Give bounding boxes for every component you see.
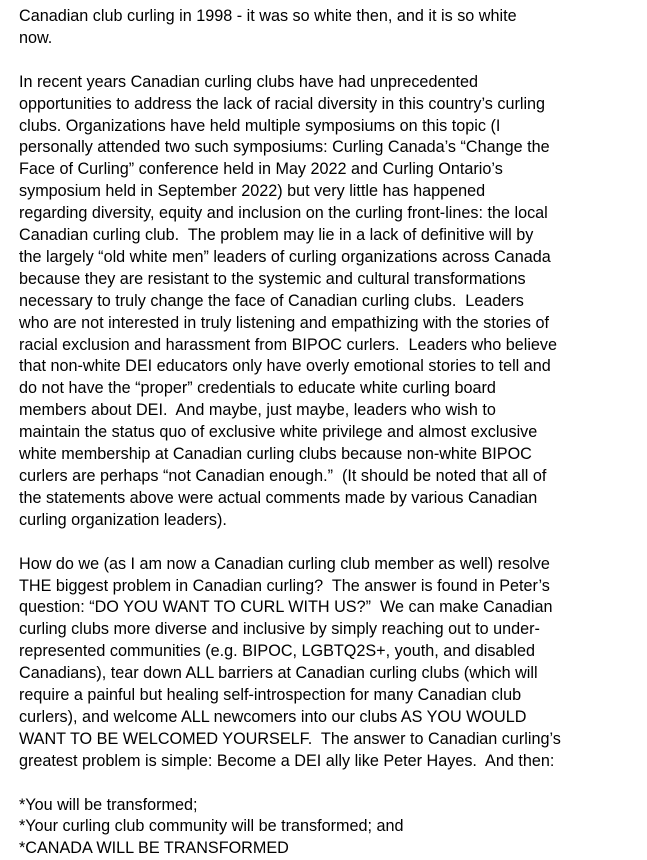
text-line: members about DEI. And maybe, just maybe, leaders who wish to xyxy=(19,401,496,420)
text-line: white membership at Canadian curling clubs because non-white BIPOC xyxy=(19,445,532,464)
text-line: because they are resistant to the systemic and cultural transformations xyxy=(19,269,526,288)
text-line: greatest problem is simple: Become a DEI ally like Peter Hayes. And then: xyxy=(19,751,555,770)
text-line: the statements above were actual comments made by various Canadian xyxy=(19,488,538,507)
text-line: curlers are perhaps “not Canadian enough.” (It should be noted that all of xyxy=(19,467,547,486)
document-page xyxy=(19,6,643,860)
text-line: symposium held in September 2022) but very little has happened xyxy=(19,182,486,201)
text-line: Face of Curling” conference held in May 2022 and Curling Ontario’s xyxy=(19,160,503,179)
text-line: who are not interested in truly listening and empathizing with the stories of xyxy=(19,313,549,332)
body-paragraph-solution xyxy=(19,554,643,773)
list-item: *Your curling club community will be transformed; and xyxy=(19,817,404,836)
text-line: How do we (as I am now a Canadian curling club member as well) resolve xyxy=(19,554,550,573)
text-line: the largely “old white men” leaders of curling organizations across Canada xyxy=(19,247,551,266)
text-line: do not have the “proper” credentials to educate white curling board xyxy=(19,379,496,398)
text-line: Canadians), tear down ALL barriers at Canadian curling clubs (which will xyxy=(19,664,538,683)
body-paragraph-leaders xyxy=(19,72,643,532)
text-line: racial exclusion and harassment from BIPOC curlers. Leaders who believe xyxy=(19,335,558,354)
text-line: curlers), and welcome ALL newcomers into our clubs AS YOU WOULD xyxy=(19,707,527,726)
text-line: maintain the status quo of exclusive white privilege and almost exclusive xyxy=(19,423,538,442)
text-line: necessary to truly change the face of Canadian curling clubs. Leaders xyxy=(19,291,524,310)
text-line: THE biggest problem in Canadian curling? The answer is found in Peter’s xyxy=(19,576,550,595)
list-item: *CANADA WILL BE TRANSFORMED xyxy=(19,839,289,858)
text-line: represented communities (e.g. BIPOC, LGBTQ2S+, youth, and disabled xyxy=(19,642,536,661)
list-item: *You will be transformed; xyxy=(19,795,198,814)
text-line: curling organization leaders). xyxy=(19,510,227,529)
text-line: opportunities to address the lack of racial diversity in this country’s curling xyxy=(19,94,546,113)
text-line: In recent years Canadian curling clubs have had unprecedented xyxy=(19,72,478,91)
text-line: Canadian curling club. The problem may lie in a lack of definitive will by xyxy=(19,226,534,245)
text-line: clubs. Organizations have held multiple symposiums on this topic (I xyxy=(19,116,501,135)
text-line: Canadian club curling in 1998 - it was so white then, and it is so white xyxy=(19,7,517,25)
text-line: personally attended two such symposiums: Curling Canada’s “Change the xyxy=(19,138,550,157)
text-line: curling clubs more diverse and inclusive by simply reaching out to under- xyxy=(19,620,540,639)
text-line: WANT TO BE WELCOMED YOURSELF. The answer to Canadian curling’s xyxy=(19,729,561,748)
text-line: now. xyxy=(19,28,53,47)
closing-list xyxy=(19,795,643,860)
text-line: that non-white DEI educators only have overly emotional stories to tell and xyxy=(19,357,551,376)
text-line: regarding diversity, equity and inclusion on the curling front-lines: the local xyxy=(19,204,548,223)
intro-paragraph xyxy=(19,6,643,50)
text-line: question: “DO YOU WANT TO CURL WITH US?” We can make Canadian xyxy=(19,598,553,617)
text-line: require a painful but healing self-introspection for many Canadian club xyxy=(19,686,522,705)
